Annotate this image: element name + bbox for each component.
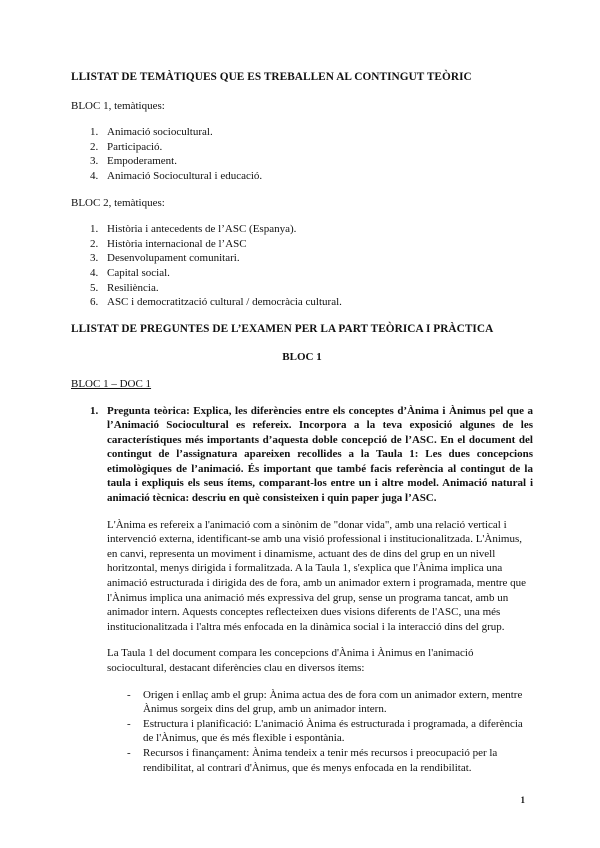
question-number: 1. (90, 404, 99, 417)
list-item: 3. Desenvolupament comunitari. (90, 252, 240, 265)
bloc-title: BLOC 1 (282, 351, 322, 364)
list-item: 1. Història i antecedents de l’ASC (Espanya). (90, 223, 297, 236)
list-item: 5. Resiliència. (90, 281, 159, 294)
topics-heading: LLISTAT DE TEMÀTIQUES QUE ES TREBALLEN AL CONTINGUT TEÒRIC (71, 71, 472, 83)
list-item: 6. ASC i democratització cultural / democràcia cultural. (90, 296, 342, 309)
bloc2-label: BLOC 2, temàtiques: (71, 196, 165, 209)
document-page (71, 70, 533, 775)
section-label: BLOC 1 – DOC 1 (71, 377, 152, 390)
list-item: 3. Empoderament. (90, 155, 177, 168)
list-item: 2. Història internacional de l’ASC (90, 237, 247, 250)
question-item (71, 404, 533, 506)
list-item: 4. Animació Sociocultural i educació. (90, 169, 263, 182)
list-item: - Recursos i finançament: Ànima tendeix a tenir més recursos i preocupació per la rendibilitat, al contrari d'Ànimus, que és menys enfocada en la rendibilitat. (127, 746, 498, 774)
question-text: Pregunta teòrica: Explica, les diferències entre els conceptes d’Ànima i Ànimus pel que a l’Animació Sociocultural es refereix. Incorpora a la teva exposició algunes de les característiques més importants d’aquesta doble concepció de l’ASC. En el document del contingut de l’assignatura apareixen recollides a la Taula 1: Les dues concepcions etimològiques de l’animació. És important que també facis referència al contingut de la taula i expliquis els seus ítems, comparant-los entre un i altre model. Animació natural i animació tècnica: descriu en què consisteixen i quin paper juga l’ASC. (107, 404, 533, 505)
bloc1-topic-list (71, 125, 533, 183)
list-item: - Estructura i planificació: L'animació Ànima és estructurada i programada, a diferència de l'Ànimus, que és més flexible i espontània. (127, 717, 523, 745)
bloc1-label: BLOC 1, temàtiques: (71, 99, 165, 112)
questions-heading: LLISTAT DE PREGUNTES DE L’EXAMEN PER LA PART TEÒRICA I PRÀCTICA (71, 322, 494, 335)
bloc2-topic-list (71, 222, 533, 310)
page-number: 1 (520, 795, 525, 805)
list-item: 2. Participació. (90, 140, 163, 153)
answer-bullet-list (71, 688, 533, 776)
list-item: - Origen i enllaç amb el grup: Ànima actua des de fora com un animador extern, mentre Ànimus sorgeix dins del grup, amb un animador intern. (127, 688, 523, 716)
list-item: 1. Animació sociocultural. (90, 126, 213, 139)
answer-paragraph-1: L'Ànima es refereix a l'animació com a sinònim de "donar vida", amb una relació vertical i intervenció externa, identificant-se amb una visió professional i institucionalitzada. L'Ànimus, en canvi, representa un moviment i dinamisme, actuant des de dins del grup en un nivell horitzontal, menys dirigida i formalitzada. A la Taula 1, s'explica que l'Ànima implica una animació estructurada i dirigida des de fora, amb un animador extern i programada, mentre que l'Ànimus implica una animació més expressiva del grup, sense un programa tancat, amb un animador intern. Aquests conceptes reflecteixen dues visions diferents de l'ASC, una més institucionalitzada i l'altra més enfocada en la dinàmica social i la interacció dins del grup. (107, 518, 527, 633)
list-item: 4. Capital social. (90, 266, 170, 279)
answer-paragraph-2: La Taula 1 del document compara les concepcions d'Ànima i Ànimus en l'animació sociocultural, destacant diferències clau en diversos ítems: (107, 647, 474, 674)
